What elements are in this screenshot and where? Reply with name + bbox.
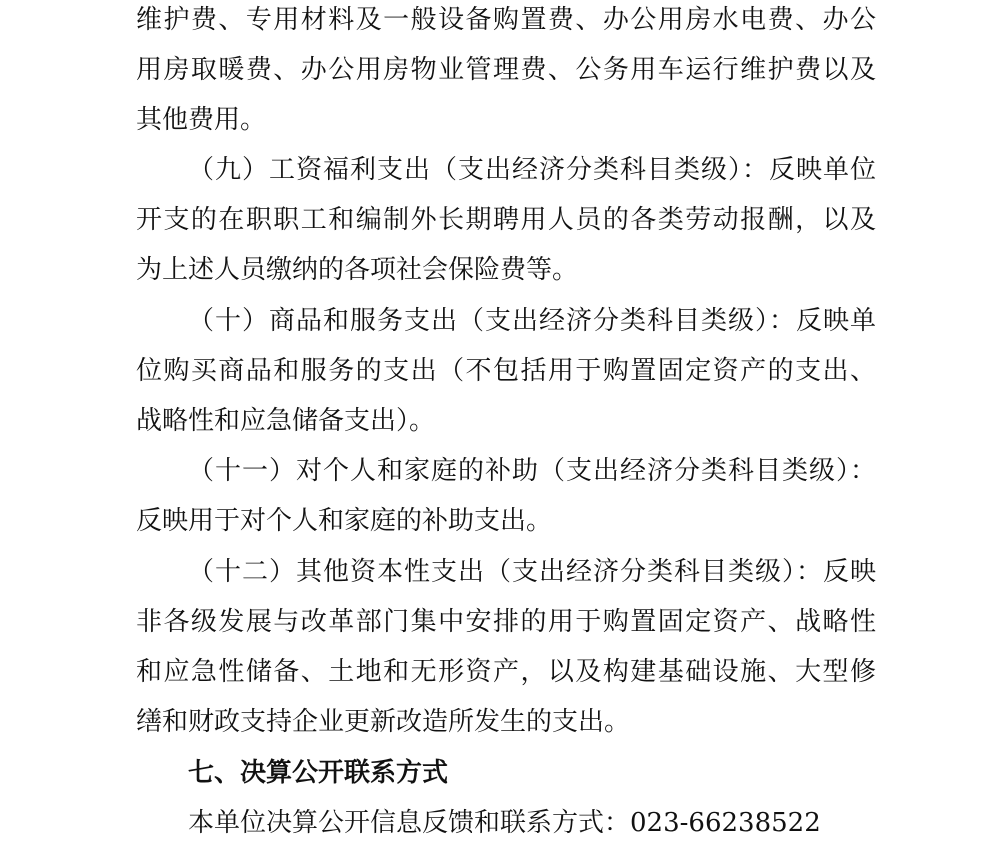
contact-label: 本单位决算公开信息反馈和联系方式： [188, 808, 631, 838]
paragraph-line: （十）商品和服务支出（支出经济分类科目类级）：反映单 [188, 306, 876, 336]
paragraph-line: 开支的在职职工和编制外长期聘用人员的各类劳动报酬，以及 [136, 205, 876, 235]
paragraph-line: 位购买商品和服务的支出（不包括用于购置固定资产的支出、 [136, 356, 876, 386]
paragraph-line: 维护费、专用材料及一般设备购置费、办公用房水电费、办公 [136, 5, 876, 35]
paragraph-line: 反映用于对个人和家庭的补助支出。 [136, 506, 553, 536]
paragraph-line: 和应急性储备、土地和无形资产，以及构建基础设施、大型修 [136, 657, 876, 687]
contact-line [188, 805, 821, 841]
paragraph-line: 为上述人员缴纳的各项社会保险费等。 [136, 255, 579, 285]
paragraph-line: 缮和财政支持企业更新改造所发生的支出。 [136, 707, 631, 737]
paragraph-line: 其他费用。 [136, 105, 267, 135]
paragraph-line: （九）工资福利支出（支出经济分类科目类级）：反映单位 [188, 155, 876, 185]
section-heading: 七、决算公开联系方式 [188, 758, 449, 788]
contact-phone: 023-66238522 [630, 808, 821, 838]
paragraph-line: 非各级发展与改革部门集中安排的用于购置固定资产、战略性 [136, 607, 876, 637]
paragraph-line: 用房取暖费、办公用房物业管理费、公务用车运行维护费以及 [136, 55, 876, 85]
paragraph-line: 战略性和应急储备支出）。 [136, 406, 436, 436]
paragraph-line: （十二）其他资本性支出（支出经济分类科目类级）：反映 [188, 557, 876, 587]
paragraph-line: （十一）对个人和家庭的补助（支出经济分类科目类级）： [188, 456, 876, 486]
